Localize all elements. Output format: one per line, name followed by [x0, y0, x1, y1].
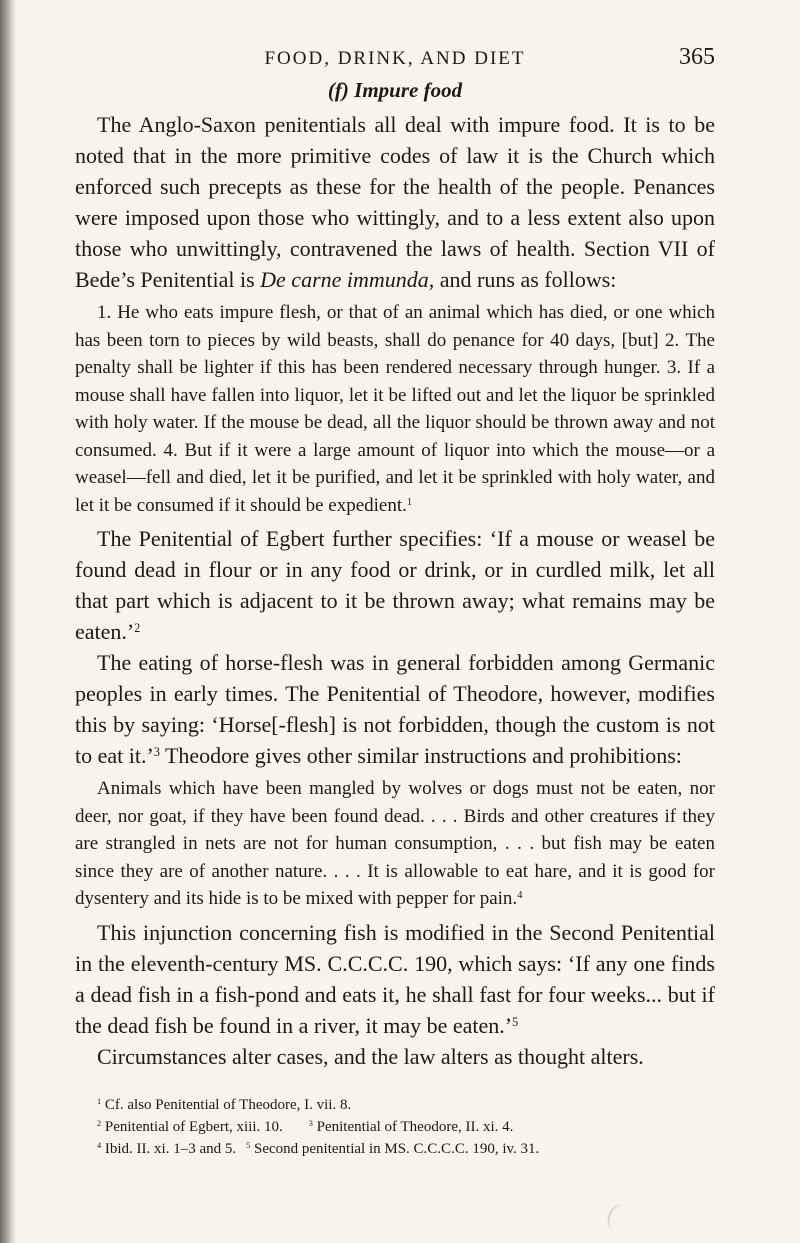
paragraph-5	[75, 1041, 715, 1072]
footnote-line	[75, 1138, 715, 1160]
page-header	[75, 44, 715, 78]
paragraph-3-text-b: Theodore gives other similar instructions and prohibitions:	[159, 743, 682, 768]
quotation-bede	[75, 299, 715, 519]
footnote-ref-2[interactable]: 2	[134, 621, 141, 636]
paragraph-1-text-a: The Anglo-Saxon penitentials all deal with impure food. It is to be noted that in the more primitive codes of law it is the Church which enforced such precepts as these for the health of the people. Penances were imposed upon those who wittingly, and to a less extent also upon those who unwittingly, contravened the laws of health. Section VII of Bede’s Penitential is	[75, 112, 715, 292]
footnote-number: 1	[97, 1096, 102, 1106]
footnote-text: Penitential of Egbert, xiii. 10.	[104, 1118, 283, 1135]
footnote-ref-3[interactable]: 3	[153, 745, 160, 760]
paragraph-4-text: This injunction concerning fish is modified in the Second Penitential in the eleventh-century MS. C.C.C.C. 190, which says: ‘If any one finds a dead fish in a fish-pond and eats it, he shall fast for four weeks... but if the dead fish be found in a river, it may be eaten.’	[75, 919, 715, 1038]
footnote-ref-4[interactable]: 4	[517, 890, 523, 902]
paragraph-2-text: The Penitential of Egbert further specifies: ‘If a mouse or weasel be found dead in flour or in any food or drink, or in curdled milk, let all that part which is adjacent to it be thrown away; what remains may be eaten.’	[75, 526, 715, 644]
section-heading-label: (f) Impure food	[327, 78, 463, 102]
footnote-ref-1[interactable]: 1	[406, 496, 413, 508]
quotation-theodore-text: Animals which have been mangled by wolves or dogs must not be eaten, nor deer, nor goat, if they have been found dead. . . . Birds and other creatures if they are strangled in nets are not for human consumption, . . . but fish may be eaten since they are of another nature. . . . It is allowable to eat hare, and it is good for dysentery and its hide is to be mixed with pepper for pain.	[75, 778, 715, 909]
running-head: FOOD, DRINK, AND DIET	[264, 48, 526, 69]
page-number: 365	[679, 44, 715, 70]
faint-ink-mark	[604, 1202, 632, 1233]
footnote-number: 5	[246, 1140, 251, 1150]
paragraph-2	[75, 523, 715, 647]
section-heading	[75, 78, 715, 103]
footnote-line	[75, 1094, 715, 1116]
footnote-ref-5[interactable]: 5	[512, 1014, 519, 1029]
footnote-number: 2	[97, 1118, 102, 1128]
footnotes	[75, 1094, 715, 1160]
footnote-line	[75, 1116, 715, 1138]
book-page	[75, 44, 715, 1160]
paragraph-4	[75, 917, 715, 1041]
footnote-text: Penitential of Theodore, II. xi. 4.	[316, 1118, 514, 1135]
footnote-number: 4	[97, 1140, 102, 1150]
paragraph-1	[75, 109, 715, 295]
paragraph-3-text-a: The eating of horse-flesh was in general forbidden among Germanic peoples in early times. The Penitential of Theodore, however, modifies this by saying: ‘Horse[-flesh] is not forbidden, though the custom is not to eat it.’	[75, 650, 715, 768]
paragraph-5-text: Circumstances alter cases, and the law alters as thought alters.	[97, 1043, 644, 1069]
paragraph-1-text-b: and runs as follows:	[434, 267, 617, 292]
footnote-text: Cf. also Penitential of Theodore, I. vii. 8.	[104, 1096, 352, 1113]
footnote-text: Ibid. II. xi. 1–3 and 5.	[104, 1140, 237, 1157]
quotation-bede-text: 1. He who eats impure flesh, or that of an animal which has died, or one which has been torn to pieces by wild beasts, shall do penance for 40 days, [but] 2. The penalty shall be lighter if this has been rendered necessary through hunger. 3. If a mouse shall have fallen into liquor, let it be lifted out and let the liquor be sprinkled with holy water. If the mouse be dead, all the liquor should be thrown away and not consumed. 4. But if it were a large amount of liquor into which the mouse—or a weasel—fell and died, let it be purified, and let it be sprinkled with holy water, and let it be consumed if it should be expedient.	[75, 302, 715, 516]
footnote-number: 3	[308, 1118, 313, 1128]
quotation-theodore	[75, 775, 715, 913]
footnote-text: Second penitential in MS. C.C.C.C. 190, iv. 31.	[253, 1140, 540, 1157]
work-title: De carne immunda,	[260, 267, 435, 292]
paragraph-3	[75, 647, 715, 771]
book-binding-edge	[0, 0, 16, 1243]
